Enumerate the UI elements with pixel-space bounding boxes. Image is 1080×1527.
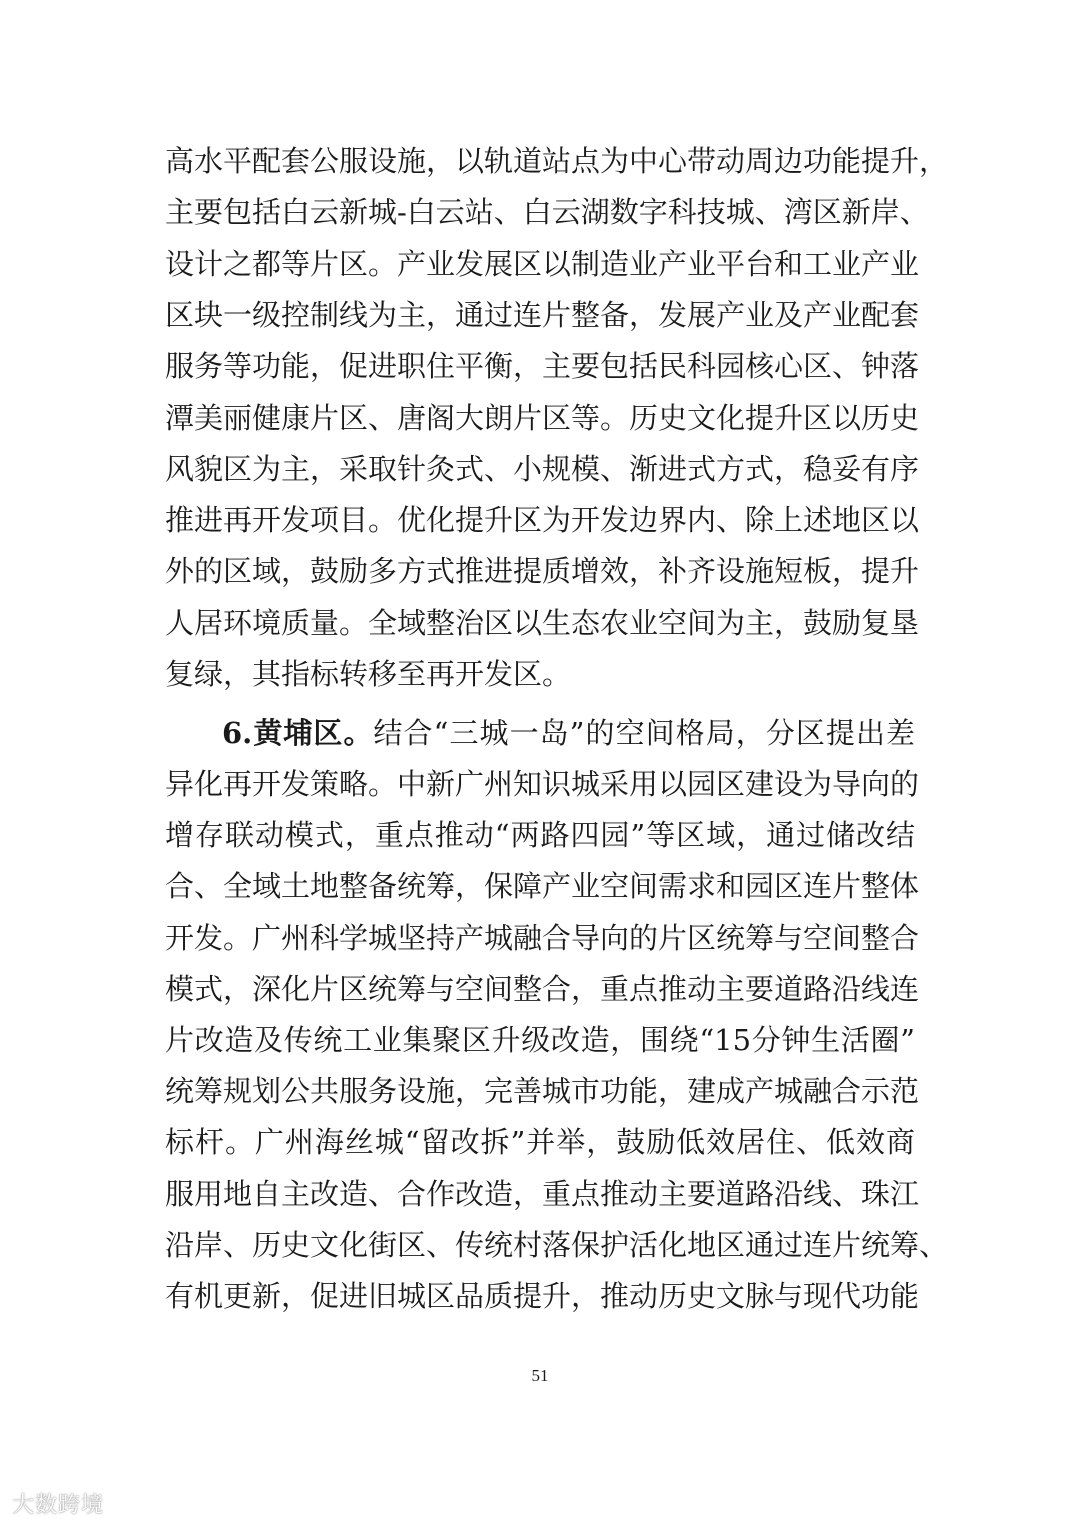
- text-line: 异化再开发策略。中新广州知识城采用以园区建设为导向的: [165, 767, 920, 801]
- text-line: 有机更新，促进旧城区品质提升，推动历史文脉与现代功能: [165, 1279, 920, 1313]
- text-line: 风貌区为主，采取针灸式、小规模、渐进式方式，稳妥有序: [165, 451, 920, 486]
- text-line: 潭美丽健康片区、唐阁大朗片区等。历史文化提升区以历史: [165, 400, 920, 435]
- text-line: 设计之都等片区。产业发展区以制造业产业平台和工业产业: [165, 246, 920, 281]
- text-line: 增存联动模式，重点推动“两路四园”等区域，通过储改结: [165, 818, 915, 853]
- text-line: 统筹规划公共服务设施，完善城市功能，建成产城融合示范: [165, 1074, 920, 1109]
- paragraph-2-first-line-text: 结合“三城一岛”的空间格局，分区提出差: [373, 716, 915, 750]
- text-line: 服务等功能，促进职住平衡，主要包括民科园核心区、钟落: [165, 349, 920, 384]
- text-line: 开发。广州科学城坚持产城融合导向的片区统筹与空间整合: [165, 920, 920, 955]
- text-line: 沿岸、历史文化街区、传统村落保护活化地区通过连片统筹、: [165, 1227, 949, 1262]
- text-line: 高水平配套公服设施，以轨道站点为中心带动周边功能提升，: [165, 144, 949, 178]
- text-line: 推进再开发项目。优化提升区为开发边界内、除上述地区以: [165, 503, 920, 538]
- text-line: 人居环境质量。全域整治区以生态农业空间为主，鼓励复垦: [165, 605, 920, 640]
- text-line: 复绿，其指标转移至再开发区。: [165, 657, 572, 691]
- page-number: 51: [531, 1366, 549, 1385]
- text-line: 标杆。广州海丝城“留改拆”并举，鼓励低效居住、低效商: [165, 1125, 915, 1160]
- watermark: 大数跨境: [12, 1493, 105, 1518]
- text-line: 合、全域土地整备统筹，保障产业空间需求和园区连片整体: [165, 869, 920, 904]
- text-line: 片改造及传统工业集聚区升级改造，围绕“15分钟生活圈”: [165, 1023, 915, 1057]
- text-line: 区块一级控制线为主，通过连片整备，发展产业及产业配套: [165, 297, 920, 332]
- text-line: 主要包括白云新城-白云站、白云湖数字科技城、湾区新岸、: [165, 195, 929, 230]
- text-line: 外的区域，鼓励多方式推进提质增效，补齐设施短板，提升: [165, 554, 920, 589]
- text-line: 服用地自主改造、合作改造，重点推动主要道路沿线、珠江: [165, 1176, 920, 1211]
- section-heading: 6.黄埔区。: [222, 716, 374, 750]
- paragraph-2-first-line: [222, 713, 915, 753]
- text-line: 模式，深化片区统筹与空间整合，重点推动主要道路沿线连: [165, 971, 920, 1006]
